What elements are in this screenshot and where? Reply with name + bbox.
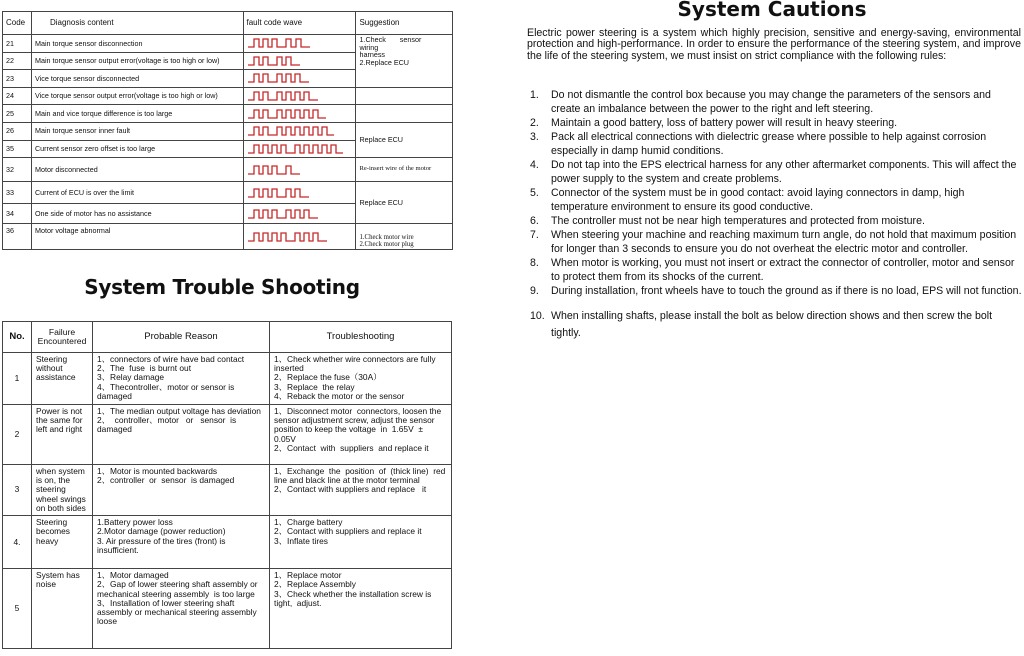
fault-wave-graphic xyxy=(246,71,350,85)
troubleshooting-line: 2、Contact with suppliers and replace it xyxy=(274,484,427,495)
code-cell: 26 xyxy=(3,122,32,140)
rule-text: Pack all electrical connections with dielectric grease where possible to help against corrosion especially in damp humid conditions. xyxy=(551,131,987,157)
desc-cell: Main torque sensor disconnection xyxy=(31,35,243,53)
caution-rule xyxy=(527,186,1023,214)
wave-cell xyxy=(243,35,356,53)
rule-text: The controller must not be near high temperatures and protected from moisture. xyxy=(551,215,925,227)
code-cell: 22 xyxy=(3,52,32,70)
fault-wave-graphic xyxy=(246,54,350,68)
caution-rule xyxy=(527,116,1023,130)
caution-rule xyxy=(527,228,1023,256)
caution-rule xyxy=(527,214,1023,228)
failure-cell: Steering without assistance xyxy=(32,353,93,405)
code-cell: 21 xyxy=(3,35,32,53)
desc-cell: Main torque sensor inner fault xyxy=(31,122,243,140)
rule-text: Do not dismantle the control box because you may change the parameters of the sensors and create an imbalance between the power to the right and left steering. xyxy=(551,89,991,115)
trouble-table-body xyxy=(3,353,452,649)
reason-cell xyxy=(93,353,270,405)
rule-text: Maintain a good battery, loss of battery power will result in heavy steering. xyxy=(551,117,898,129)
rule-text: When installing shafts, please install the bolt as below direction shows and then screw the bolt tightly. xyxy=(551,310,993,339)
rule-number: 9. xyxy=(530,285,539,297)
cautions-title: System Cautions xyxy=(677,0,867,21)
trouble-shooting-table xyxy=(2,321,452,649)
reason-line: 3、Installation of lower steering shaft assembly or mechanical steering assembly loose xyxy=(97,597,259,627)
caution-rule xyxy=(527,158,1023,186)
desc-cell: Current sensor zero offset is too large xyxy=(31,140,243,158)
table-row xyxy=(3,569,452,649)
suggestion-line: 1.Check sensor wiring xyxy=(359,35,434,52)
troubleshooting-cell xyxy=(270,353,452,405)
header-failure: Failure Encountered xyxy=(32,322,93,353)
header-wave: fault code wave xyxy=(243,12,356,35)
desc-cell: Motor disconnected xyxy=(31,158,243,182)
code-cell: 25 xyxy=(3,105,32,123)
rule-text: When steering your machine and reaching maximum turn angle, do not hold that maximum position for longer than 3 seconds to ensure you do not overheat the electric motor and controller. xyxy=(551,229,1017,255)
wave-cell xyxy=(243,182,356,204)
header-diagnosis-label: Diagnosis content xyxy=(49,17,114,27)
fault-wave-graphic xyxy=(246,186,350,200)
wave-cell xyxy=(243,87,356,105)
suggestion-line: Replace ECU xyxy=(359,197,403,207)
table-row xyxy=(3,353,452,405)
table-row xyxy=(3,35,453,53)
header-suggestion: Suggestion xyxy=(356,12,453,35)
reason-cell xyxy=(93,405,270,465)
rule-number: 5. xyxy=(530,187,539,199)
troubleshooting-line: 1、Disconnect motor connectors, loosen the sensor adjustment screw, adjust the sensor position to keep the voltage in 1.65V ± 0.05V xyxy=(274,406,444,444)
row-number: 5 xyxy=(3,569,32,649)
row-number: 3 xyxy=(3,465,32,516)
troubleshooting-line: 2、Replace the fuse（30A） xyxy=(274,372,382,383)
wave-cell xyxy=(243,70,356,88)
rule-text: Do not tap into the EPS electrical harness for any other aftermarket components. This will affect the power supply to the system and create problems. xyxy=(551,159,1017,185)
troubleshooting-cell xyxy=(270,465,452,516)
suggestion-cell-empty xyxy=(356,87,453,105)
troubleshooting-line: 1、Exchange the position of (thick line) red line and black line at the motor terminal xyxy=(274,466,448,486)
suggestion-cell-2 xyxy=(356,122,453,157)
troubleshooting-line: 2、Contact with suppliers and replace it xyxy=(274,526,422,537)
caution-rule xyxy=(527,284,1023,298)
rule-number: 10. xyxy=(530,310,545,322)
code-cell: 36 xyxy=(3,224,32,250)
rule-number: 7. xyxy=(530,229,539,241)
reason-line: 3、Relay damage xyxy=(97,372,165,383)
fault-wave-graphic xyxy=(246,107,350,121)
reason-line: 4、Thecontroller、motor or sensor is damaged xyxy=(97,381,237,401)
row-number: 1 xyxy=(3,353,32,405)
fault-table-header xyxy=(3,12,453,35)
troubleshooting-line: 1、Replace motor xyxy=(274,570,342,581)
header-code: Code xyxy=(3,12,32,35)
troubleshooting-line: 3、Replace the relay xyxy=(274,381,355,392)
troubleshooting-cell xyxy=(270,516,452,569)
table-row xyxy=(3,158,453,182)
code-cell: 33 xyxy=(3,182,32,204)
suggestion-cell-empty xyxy=(356,105,453,123)
right-panel xyxy=(520,0,1024,656)
wave-cell xyxy=(243,224,356,250)
troubleshooting-cell xyxy=(270,569,452,649)
reason-line: 2、controller or sensor is damaged xyxy=(97,475,235,486)
wave-cell xyxy=(243,204,356,224)
suggestion-line: 2.Check motor plug xyxy=(359,241,414,249)
suggestion-cell-4 xyxy=(356,182,453,224)
suggestion-cell-1 xyxy=(356,35,453,88)
failure-cell: Steering becomes heavy xyxy=(32,516,93,569)
troubleshooting-line: 2、Replace Assembly xyxy=(274,579,356,590)
rule-number: 1. xyxy=(530,89,539,101)
rule-number: 6. xyxy=(530,215,539,227)
header-reason: Probable Reason xyxy=(93,322,270,353)
fault-wave-graphic xyxy=(246,142,350,156)
fault-code-table xyxy=(2,11,453,250)
suggestion-cell-5 xyxy=(356,224,453,250)
code-cell: 34 xyxy=(3,204,32,224)
code-cell: 32 xyxy=(3,158,32,182)
code-cell: 35 xyxy=(3,140,32,158)
suggestion-line: 1.Check motor wire xyxy=(359,233,414,241)
table-row xyxy=(3,516,452,569)
reason-cell xyxy=(93,569,270,649)
troubleshooting-line: 3、Check whether the installation screw is tight, adjust. xyxy=(274,588,434,608)
troubleshooting-cell xyxy=(270,405,452,465)
desc-cell: Vice torque sensor disconnected xyxy=(31,70,243,88)
suggestion-cell-3 xyxy=(356,158,453,182)
reason-line: 1、The median output voltage has deviation xyxy=(97,406,261,416)
suggestion-line: 2.Replace ECU xyxy=(359,57,409,67)
rule-text: When motor is working, you must not insert or extract the connector of controller, motor and sensor to protect them from its shocks of the current. xyxy=(551,257,1015,283)
reason-line: 1、connectors of wire have bad contact xyxy=(97,354,245,364)
caution-rule xyxy=(527,88,1023,116)
desc-cell: Main and vice torque difference is too large xyxy=(31,105,243,123)
fault-wave-graphic xyxy=(246,36,350,50)
wave-cell xyxy=(243,158,356,182)
rule-text: During installation, front wheels have to touch the ground as if there is no load, EPS will not function. xyxy=(551,285,1022,297)
fault-wave-graphic xyxy=(246,207,350,221)
table-row xyxy=(3,105,453,123)
header-diagnosis xyxy=(31,12,243,35)
failure-cell: System has noise xyxy=(32,569,93,649)
wave-cell xyxy=(243,105,356,123)
desc-cell: Main torque sensor output error(voltage is too high or low) xyxy=(31,52,243,70)
troubleshooting-line: 1、Check whether wire connectors are fully inserted xyxy=(274,354,438,374)
fault-wave-graphic xyxy=(246,163,350,177)
row-number: 4. xyxy=(3,516,32,569)
table-row xyxy=(3,122,453,140)
fault-wave-graphic xyxy=(246,124,350,138)
reason-line: 2、Gap of lower steering shaft assembly or mechanical steering assembly is too large xyxy=(97,579,260,599)
left-panel xyxy=(0,0,460,656)
wave-cell xyxy=(243,122,356,140)
desc-cell: One side of motor has no assistance xyxy=(31,204,243,224)
header-troubleshooting: Troubleshooting xyxy=(270,322,452,353)
troubleshooting-line: 3、Inflate tires xyxy=(274,535,328,546)
suggestion-line: Replace ECU xyxy=(359,135,403,145)
reason-line: 2.Motor damage (power reduction) xyxy=(97,526,226,537)
table-row xyxy=(3,224,453,250)
table-row xyxy=(3,405,452,465)
fault-wave-graphic xyxy=(246,89,350,103)
suggestion-line: harness xyxy=(359,50,386,60)
troubleshooting-line: 2、Contact with suppliers and replace it xyxy=(274,442,429,453)
failure-cell: Power is not the same for left and right xyxy=(32,405,93,465)
troubleshooting-line: 4、Reback the motor or the sensor xyxy=(274,390,405,401)
reason-line: 2、 controller、motor or sensor is damaged xyxy=(97,415,246,435)
caution-rule xyxy=(527,130,1023,158)
reason-line: 1、Motor damaged xyxy=(97,570,169,581)
wave-cell xyxy=(243,52,356,70)
reason-line: 3. Air pressure of the tires (front) is insufficient. xyxy=(97,535,228,555)
reason-line: 1.Battery power loss xyxy=(97,517,173,528)
reason-line: 2、The fuse is burnt out xyxy=(97,363,192,374)
header-no: No. xyxy=(3,322,32,353)
reason-line: 1、Motor is mounted backwards xyxy=(97,466,218,476)
row-number: 2 xyxy=(3,405,32,465)
trouble-table-header xyxy=(3,322,452,353)
wave-cell xyxy=(243,140,356,158)
fault-wave-graphic xyxy=(246,230,350,244)
table-row xyxy=(3,465,452,516)
rule-number: 3. xyxy=(530,131,539,143)
trouble-shooting-title: System Trouble Shooting xyxy=(84,275,360,299)
troubleshooting-line: 1、Charge battery xyxy=(274,517,343,528)
suggestion-line: Re-insert wire of the motor xyxy=(359,165,432,173)
rule-text: Connector of the system must be in good contact: avoid laying connectors in damp, high temperature environment to ensure its good conductive. xyxy=(551,187,965,213)
code-cell: 24 xyxy=(3,87,32,105)
cautions-rules-list xyxy=(527,88,1023,342)
table-row xyxy=(3,87,453,105)
desc-cell: Current of ECU is over the limit xyxy=(31,182,243,204)
reason-cell xyxy=(93,516,270,569)
desc-cell: Vice torque sensor output error(voltage is too high or low) xyxy=(31,87,243,105)
caution-rule xyxy=(527,308,1023,342)
failure-cell: when system is on, the steering wheel swings on both sides xyxy=(32,465,93,516)
caution-rule xyxy=(527,256,1023,284)
code-cell: 23 xyxy=(3,70,32,88)
cautions-intro: Electric power steering is a system which highly precision, sensitive and energy-saving, environmental protection and high-performance. In order to ensure the performance of the steering system, and improve the life of the steering system, we must insist on strict compliance with the following rules: xyxy=(527,27,1021,62)
reason-cell xyxy=(93,465,270,516)
rule-number: 8. xyxy=(530,257,539,269)
rule-number: 4. xyxy=(530,159,539,171)
rule-number: 2. xyxy=(530,117,539,129)
desc-cell: Motor voltage abnormal xyxy=(31,224,243,250)
table-row xyxy=(3,182,453,204)
